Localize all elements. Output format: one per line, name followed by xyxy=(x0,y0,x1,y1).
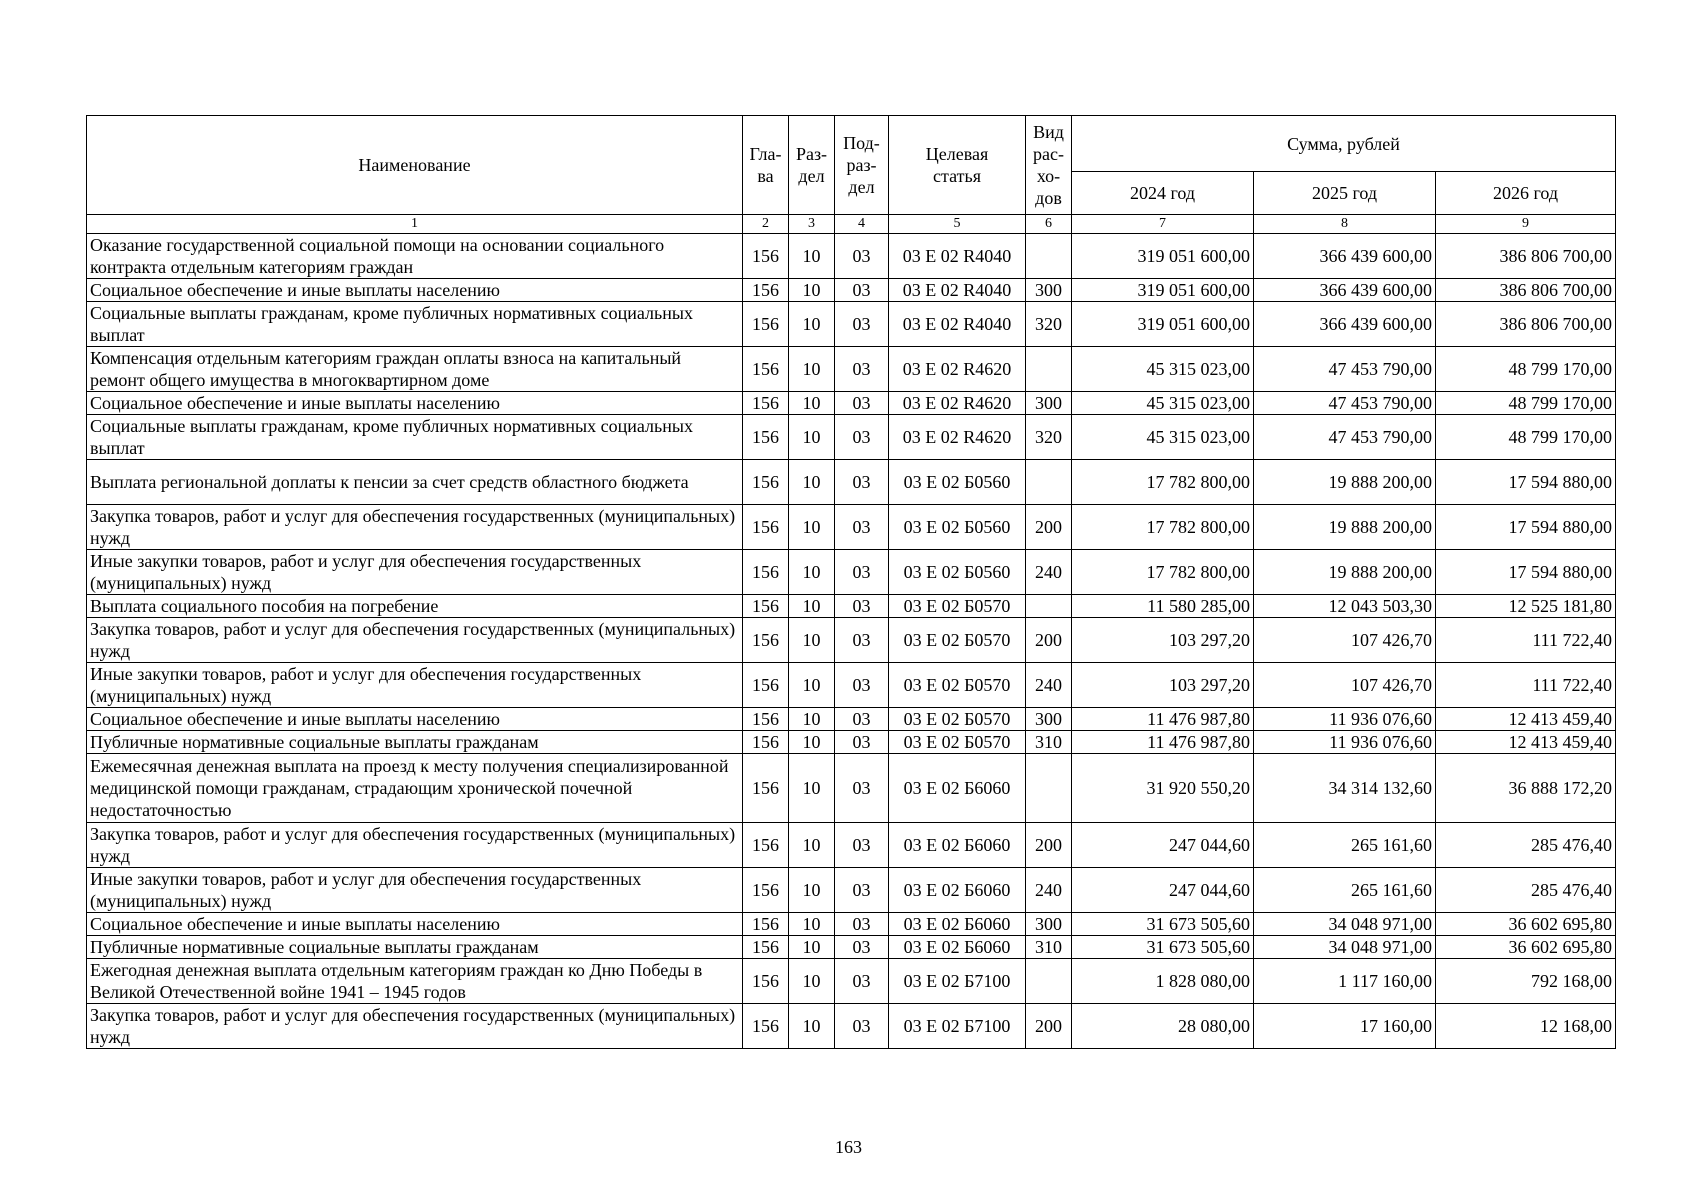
row-expense-type: 200 xyxy=(1026,505,1072,550)
row-section: 10 xyxy=(789,959,835,1004)
row-chapter: 156 xyxy=(743,302,789,347)
row-chapter: 156 xyxy=(743,618,789,663)
row-target-article: 03 Е 02 Б0570 xyxy=(889,618,1026,663)
row-name: Ежегодная денежная выплата отдельным категориям граждан ко Дню Победы в Великой Отечественной войне 1941 – 1945 годов xyxy=(87,959,743,1004)
row-subsection: 03 xyxy=(835,731,889,754)
row-chapter: 156 xyxy=(743,392,789,415)
row-amount-2024: 31 673 505,60 xyxy=(1072,913,1254,936)
row-amount-2025: 366 439 600,00 xyxy=(1254,279,1436,302)
row-chapter: 156 xyxy=(743,913,789,936)
header-subsection-text: Под- раз- дел xyxy=(843,133,880,197)
header-year-2026: 2026 год xyxy=(1436,172,1616,215)
header-chapter-text: Гла- ва xyxy=(749,144,782,186)
row-subsection: 03 xyxy=(835,868,889,913)
row-target-article: 03 Е 02 Б6060 xyxy=(889,868,1026,913)
row-amount-2026: 386 806 700,00 xyxy=(1436,279,1616,302)
row-subsection: 03 xyxy=(835,708,889,731)
row-chapter: 156 xyxy=(743,868,789,913)
table-row xyxy=(87,415,1616,460)
row-section: 10 xyxy=(789,415,835,460)
row-chapter: 156 xyxy=(743,959,789,1004)
row-amount-2025: 19 888 200,00 xyxy=(1254,505,1436,550)
table-row xyxy=(87,234,1616,279)
row-chapter: 156 xyxy=(743,347,789,392)
row-amount-2025: 34 048 971,00 xyxy=(1254,913,1436,936)
row-subsection: 03 xyxy=(835,595,889,618)
row-amount-2026: 12 168,00 xyxy=(1436,1004,1616,1049)
row-amount-2026: 792 168,00 xyxy=(1436,959,1616,1004)
row-amount-2024: 11 476 987,80 xyxy=(1072,731,1254,754)
row-name: Выплата социального пособия на погребение xyxy=(87,595,743,618)
row-subsection: 03 xyxy=(835,460,889,505)
row-amount-2024: 319 051 600,00 xyxy=(1072,234,1254,279)
row-name: Ежемесячная денежная выплата на проезд к месту получения специализированной медицинской помощи гражданам, страдающим хронической почечной недостаточностью xyxy=(87,754,743,823)
row-name: Закупка товаров, работ и услуг для обеспечения государственных (муниципальных) нужд xyxy=(87,823,743,868)
row-chapter: 156 xyxy=(743,234,789,279)
table-row xyxy=(87,279,1616,302)
table-row xyxy=(87,505,1616,550)
row-target-article: 03 Е 02 Б0560 xyxy=(889,505,1026,550)
row-amount-2024: 103 297,20 xyxy=(1072,618,1254,663)
row-subsection: 03 xyxy=(835,1004,889,1049)
row-section: 10 xyxy=(789,708,835,731)
column-number: 5 xyxy=(889,215,1026,234)
row-expense-type: 310 xyxy=(1026,936,1072,959)
row-expense-type: 200 xyxy=(1026,1004,1072,1049)
row-amount-2025: 366 439 600,00 xyxy=(1254,234,1436,279)
header-expense-type xyxy=(1026,116,1072,215)
row-subsection: 03 xyxy=(835,823,889,868)
row-amount-2024: 319 051 600,00 xyxy=(1072,302,1254,347)
row-name: Иные закупки товаров, работ и услуг для обеспечения государственных (муниципальных) нужд xyxy=(87,663,743,708)
row-amount-2026: 36 888 172,20 xyxy=(1436,754,1616,823)
row-expense-type xyxy=(1026,234,1072,279)
row-amount-2025: 47 453 790,00 xyxy=(1254,415,1436,460)
row-expense-type xyxy=(1026,347,1072,392)
row-section: 10 xyxy=(789,731,835,754)
row-chapter: 156 xyxy=(743,279,789,302)
row-section: 10 xyxy=(789,1004,835,1049)
row-name: Закупка товаров, работ и услуг для обеспечения государственных (муниципальных) нужд xyxy=(87,505,743,550)
table-row xyxy=(87,302,1616,347)
column-number: 9 xyxy=(1436,215,1616,234)
row-chapter: 156 xyxy=(743,936,789,959)
column-number: 8 xyxy=(1254,215,1436,234)
row-amount-2024: 17 782 800,00 xyxy=(1072,505,1254,550)
column-number: 7 xyxy=(1072,215,1254,234)
row-amount-2026: 12 413 459,40 xyxy=(1436,708,1616,731)
row-target-article: 03 Е 02 Б0570 xyxy=(889,595,1026,618)
table-row xyxy=(87,460,1616,505)
row-amount-2025: 265 161,60 xyxy=(1254,823,1436,868)
row-section: 10 xyxy=(789,550,835,595)
table-header xyxy=(87,116,1616,234)
row-amount-2025: 12 043 503,30 xyxy=(1254,595,1436,618)
row-target-article: 03 Е 02 Б6060 xyxy=(889,754,1026,823)
table-row xyxy=(87,708,1616,731)
row-target-article: 03 Е 02 R4620 xyxy=(889,347,1026,392)
row-expense-type: 200 xyxy=(1026,823,1072,868)
row-chapter: 156 xyxy=(743,708,789,731)
table-row xyxy=(87,868,1616,913)
row-name: Иные закупки товаров, работ и услуг для обеспечения государственных (муниципальных) нужд xyxy=(87,550,743,595)
row-name: Социальное обеспечение и иные выплаты населению xyxy=(87,708,743,731)
row-section: 10 xyxy=(789,823,835,868)
column-number: 1 xyxy=(87,215,743,234)
row-chapter: 156 xyxy=(743,823,789,868)
row-expense-type xyxy=(1026,460,1072,505)
table-row xyxy=(87,392,1616,415)
row-amount-2025: 17 160,00 xyxy=(1254,1004,1436,1049)
row-expense-type: 300 xyxy=(1026,279,1072,302)
row-section: 10 xyxy=(789,279,835,302)
row-expense-type: 240 xyxy=(1026,868,1072,913)
row-name: Социальные выплаты гражданам, кроме публичных нормативных социальных выплат xyxy=(87,302,743,347)
row-target-article: 03 Е 02 Б0570 xyxy=(889,731,1026,754)
row-target-article: 03 Е 02 Б7100 xyxy=(889,959,1026,1004)
row-subsection: 03 xyxy=(835,279,889,302)
row-amount-2026: 48 799 170,00 xyxy=(1436,347,1616,392)
row-chapter: 156 xyxy=(743,505,789,550)
row-name: Социальное обеспечение и иные выплаты населению xyxy=(87,913,743,936)
row-amount-2026: 111 722,40 xyxy=(1436,618,1616,663)
row-expense-type xyxy=(1026,754,1072,823)
row-amount-2026: 285 476,40 xyxy=(1436,868,1616,913)
row-amount-2025: 47 453 790,00 xyxy=(1254,347,1436,392)
table-row xyxy=(87,347,1616,392)
row-section: 10 xyxy=(789,302,835,347)
header-year-2024: 2024 год xyxy=(1072,172,1254,215)
page-number: 163 xyxy=(835,1137,862,1157)
row-target-article: 03 Е 02 Б6060 xyxy=(889,913,1026,936)
table-body xyxy=(87,234,1616,1049)
header-target-article-text: Целевая статья xyxy=(925,144,989,186)
row-target-article: 03 Е 02 Б6060 xyxy=(889,936,1026,959)
table-row xyxy=(87,618,1616,663)
row-chapter: 156 xyxy=(743,595,789,618)
row-subsection: 03 xyxy=(835,936,889,959)
row-section: 10 xyxy=(789,505,835,550)
row-amount-2025: 34 048 971,00 xyxy=(1254,936,1436,959)
row-amount-2024: 28 080,00 xyxy=(1072,1004,1254,1049)
row-subsection: 03 xyxy=(835,754,889,823)
row-target-article: 03 Е 02 R4620 xyxy=(889,392,1026,415)
row-amount-2025: 1 117 160,00 xyxy=(1254,959,1436,1004)
row-chapter: 156 xyxy=(743,1004,789,1049)
row-chapter: 156 xyxy=(743,415,789,460)
header-section xyxy=(789,116,835,215)
row-target-article: 03 Е 02 R4040 xyxy=(889,234,1026,279)
row-section: 10 xyxy=(789,913,835,936)
header-name: Наименование xyxy=(87,116,743,215)
row-expense-type: 300 xyxy=(1026,708,1072,731)
row-name: Публичные нормативные социальные выплаты гражданам xyxy=(87,731,743,754)
row-amount-2025: 366 439 600,00 xyxy=(1254,302,1436,347)
row-amount-2026: 48 799 170,00 xyxy=(1436,392,1616,415)
table-row xyxy=(87,595,1616,618)
row-chapter: 156 xyxy=(743,460,789,505)
table-row xyxy=(87,754,1616,823)
row-amount-2025: 11 936 076,60 xyxy=(1254,708,1436,731)
column-number: 4 xyxy=(835,215,889,234)
table-row xyxy=(87,936,1616,959)
row-amount-2025: 11 936 076,60 xyxy=(1254,731,1436,754)
column-number: 3 xyxy=(789,215,835,234)
row-target-article: 03 Е 02 Б0560 xyxy=(889,460,1026,505)
row-amount-2026: 12 525 181,80 xyxy=(1436,595,1616,618)
budget-table xyxy=(86,115,1616,1049)
row-amount-2024: 17 782 800,00 xyxy=(1072,460,1254,505)
row-expense-type: 320 xyxy=(1026,415,1072,460)
column-number: 6 xyxy=(1026,215,1072,234)
row-amount-2024: 319 051 600,00 xyxy=(1072,279,1254,302)
row-amount-2026: 12 413 459,40 xyxy=(1436,731,1616,754)
header-section-text: Раз- дел xyxy=(795,144,828,186)
row-section: 10 xyxy=(789,754,835,823)
row-amount-2026: 111 722,40 xyxy=(1436,663,1616,708)
row-subsection: 03 xyxy=(835,505,889,550)
row-chapter: 156 xyxy=(743,731,789,754)
table-row xyxy=(87,1004,1616,1049)
row-amount-2024: 31 673 505,60 xyxy=(1072,936,1254,959)
row-amount-2024: 11 580 285,00 xyxy=(1072,595,1254,618)
row-chapter: 156 xyxy=(743,663,789,708)
table-row xyxy=(87,550,1616,595)
row-name: Социальное обеспечение и иные выплаты населению xyxy=(87,279,743,302)
row-amount-2025: 107 426,70 xyxy=(1254,618,1436,663)
row-target-article: 03 Е 02 Б0560 xyxy=(889,550,1026,595)
row-amount-2024: 247 044,60 xyxy=(1072,823,1254,868)
row-amount-2024: 17 782 800,00 xyxy=(1072,550,1254,595)
row-section: 10 xyxy=(789,392,835,415)
row-name: Выплата региональной доплаты к пенсии за счет средств областного бюджета xyxy=(87,460,743,505)
row-amount-2024: 45 315 023,00 xyxy=(1072,347,1254,392)
row-subsection: 03 xyxy=(835,959,889,1004)
row-target-article: 03 Е 02 R4620 xyxy=(889,415,1026,460)
row-name: Компенсация отдельным категориям граждан оплаты взноса на капитальный ремонт общего имущества в многоквартирном доме xyxy=(87,347,743,392)
row-subsection: 03 xyxy=(835,302,889,347)
row-section: 10 xyxy=(789,868,835,913)
row-amount-2024: 31 920 550,20 xyxy=(1072,754,1254,823)
row-target-article: 03 Е 02 R4040 xyxy=(889,279,1026,302)
row-target-article: 03 Е 02 Б7100 xyxy=(889,1004,1026,1049)
row-subsection: 03 xyxy=(835,415,889,460)
row-name: Иные закупки товаров, работ и услуг для обеспечения государственных (муниципальных) нужд xyxy=(87,868,743,913)
row-name: Публичные нормативные социальные выплаты гражданам xyxy=(87,936,743,959)
row-expense-type: 240 xyxy=(1026,663,1072,708)
row-amount-2026: 36 602 695,80 xyxy=(1436,913,1616,936)
row-target-article: 03 Е 02 R4040 xyxy=(889,302,1026,347)
row-amount-2025: 47 453 790,00 xyxy=(1254,392,1436,415)
row-amount-2024: 1 828 080,00 xyxy=(1072,959,1254,1004)
row-subsection: 03 xyxy=(835,550,889,595)
row-subsection: 03 xyxy=(835,347,889,392)
row-name: Закупка товаров, работ и услуг для обеспечения государственных (муниципальных) нужд xyxy=(87,618,743,663)
header-target-article xyxy=(889,116,1026,215)
row-subsection: 03 xyxy=(835,392,889,415)
row-amount-2024: 45 315 023,00 xyxy=(1072,392,1254,415)
row-amount-2026: 36 602 695,80 xyxy=(1436,936,1616,959)
column-number-row xyxy=(87,215,1616,234)
row-target-article: 03 Е 02 Б0570 xyxy=(889,708,1026,731)
row-target-article: 03 Е 02 Б0570 xyxy=(889,663,1026,708)
header-subsection xyxy=(835,116,889,215)
row-target-article: 03 Е 02 Б6060 xyxy=(889,823,1026,868)
row-chapter: 156 xyxy=(743,754,789,823)
row-expense-type: 200 xyxy=(1026,618,1072,663)
row-amount-2025: 19 888 200,00 xyxy=(1254,550,1436,595)
row-expense-type: 240 xyxy=(1026,550,1072,595)
row-amount-2025: 107 426,70 xyxy=(1254,663,1436,708)
row-section: 10 xyxy=(789,936,835,959)
row-amount-2026: 17 594 880,00 xyxy=(1436,460,1616,505)
row-amount-2026: 17 594 880,00 xyxy=(1436,550,1616,595)
row-section: 10 xyxy=(789,460,835,505)
row-section: 10 xyxy=(789,618,835,663)
row-expense-type xyxy=(1026,595,1072,618)
row-amount-2026: 285 476,40 xyxy=(1436,823,1616,868)
row-amount-2026: 386 806 700,00 xyxy=(1436,302,1616,347)
row-expense-type: 300 xyxy=(1026,913,1072,936)
row-section: 10 xyxy=(789,595,835,618)
row-amount-2025: 34 314 132,60 xyxy=(1254,754,1436,823)
row-subsection: 03 xyxy=(835,234,889,279)
row-expense-type: 320 xyxy=(1026,302,1072,347)
row-amount-2026: 48 799 170,00 xyxy=(1436,415,1616,460)
table-row xyxy=(87,913,1616,936)
row-amount-2025: 19 888 200,00 xyxy=(1254,460,1436,505)
row-name: Закупка товаров, работ и услуг для обеспечения государственных (муниципальных) нужд xyxy=(87,1004,743,1049)
row-subsection: 03 xyxy=(835,913,889,936)
row-amount-2026: 386 806 700,00 xyxy=(1436,234,1616,279)
row-name: Социальное обеспечение и иные выплаты населению xyxy=(87,392,743,415)
table-row xyxy=(87,959,1616,1004)
row-subsection: 03 xyxy=(835,618,889,663)
header-amount: Сумма, рублей xyxy=(1072,116,1616,172)
column-number: 2 xyxy=(743,215,789,234)
row-expense-type: 300 xyxy=(1026,392,1072,415)
row-amount-2026: 17 594 880,00 xyxy=(1436,505,1616,550)
table-row xyxy=(87,731,1616,754)
header-chapter xyxy=(743,116,789,215)
header-year-2025: 2025 год xyxy=(1254,172,1436,215)
row-chapter: 156 xyxy=(743,550,789,595)
row-section: 10 xyxy=(789,234,835,279)
row-amount-2025: 265 161,60 xyxy=(1254,868,1436,913)
table-row xyxy=(87,663,1616,708)
row-expense-type: 310 xyxy=(1026,731,1072,754)
row-amount-2024: 11 476 987,80 xyxy=(1072,708,1254,731)
row-subsection: 03 xyxy=(835,663,889,708)
row-section: 10 xyxy=(789,347,835,392)
table-row xyxy=(87,823,1616,868)
row-amount-2024: 103 297,20 xyxy=(1072,663,1254,708)
row-amount-2024: 45 315 023,00 xyxy=(1072,415,1254,460)
row-name: Социальные выплаты гражданам, кроме публичных нормативных социальных выплат xyxy=(87,415,743,460)
header-expense-type-text: Вид рас- хо- дов xyxy=(1033,122,1064,208)
row-expense-type xyxy=(1026,959,1072,1004)
row-name: Оказание государственной социальной помощи на основании социального контракта отдельным категориям граждан xyxy=(87,234,743,279)
row-section: 10 xyxy=(789,663,835,708)
row-amount-2024: 247 044,60 xyxy=(1072,868,1254,913)
